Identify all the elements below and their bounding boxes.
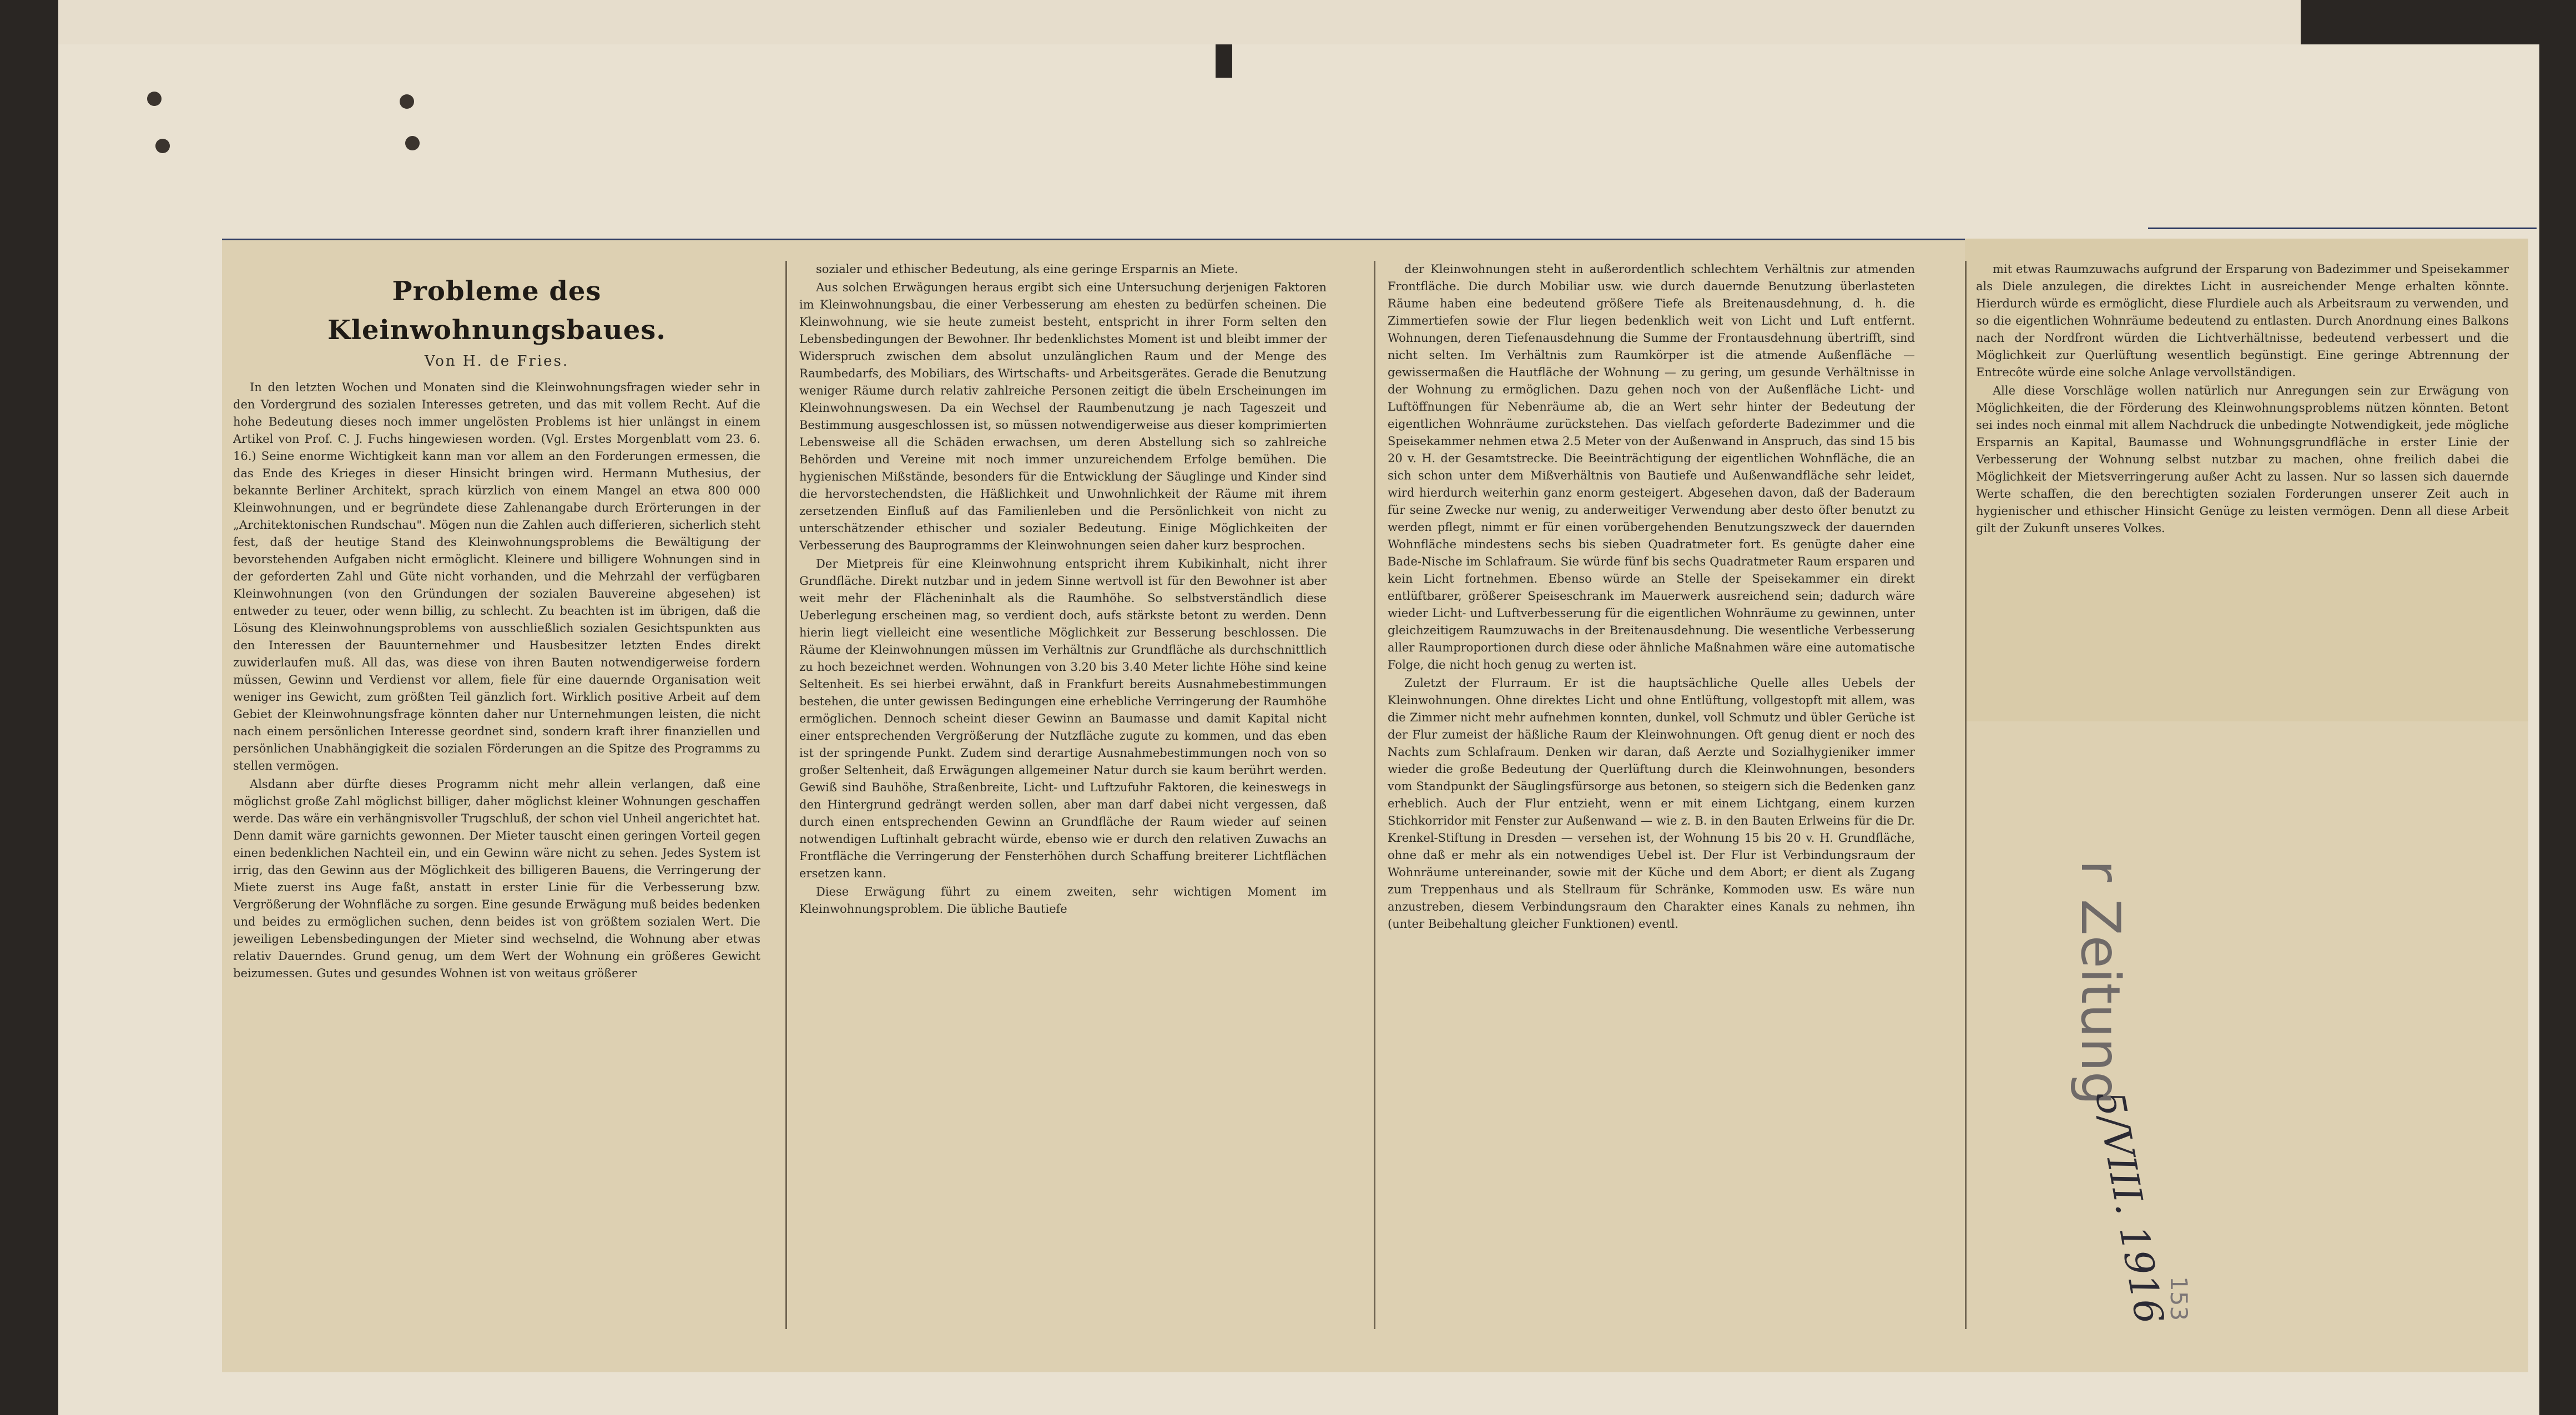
sheet-notch	[1216, 44, 1232, 78]
paragraph: Der Mietpreis für eine Kleinwohnung entspricht ihrem Kubikinhalt, nicht ihrer Grundfläche. Direkt nutzbar und in jedem Sinne wertvoll ist für den Bewohner ist aber weit mehr der Flächeninhalt als die Raumhöhe. So selbstverständlich diese Ueberlegung erscheinen mag, so verdient doch, aufs stärkste betont zu werden. Denn hierin liegt vielleicht eine wesentliche Möglichkeit zur Besserung beschlossen. Die Räume der Kleinwohnungen müssen im Verhältnis zur Grundfläche als durchschnittlich zu hoch bezeichnet werden. Wohnungen von 3.20 bis 3.40 Meter lichte Höhe sind keine Seltenheit. Es sei hierbei erwähnt, daß in Frankfurt bereits Ausnahmebestimmungen bestehen, die unter gewissen Bedingungen eine erhebliche Verringerung der Raumhöhe ermöglichen. Dennoch scheint dieser Gewinn an Baumasse und damit Kapital nicht einer entsprechenden Vergrößerung der Nutzfläche zugute zu kommen, und das eben ist der springende Punkt. Zudem sind derartige Ausnahmebestimmungen noch von so großer Seltenheit, daß Erwägungen allgemeiner Natur durch sie kaum berührt werden. Gewiß sind Bauhöhe, Straßenbreite, Licht- und Luftzufuhr Faktoren, die keineswegs in den Hintergrund gedrängt werden sollen, aber man darf dabei nicht vergessen, daß durch einen entsprechenden Gewinn an Grundfläche der Raum wieder auf seinen notwendigen Luftinhalt gebracht würde, ebenso wie er durch den relativen Zuwachs an Frontfläche die Verringerung der Fensterhöhen durch Schaffung breiterer Lichtflächen ersetzen kann.	[799, 557, 1327, 880]
paragraph: Alsdann aber dürfte dieses Programm nicht mehr allein verlangen, daß eine möglichst große Zahl möglichst billiger, daher möglichst kleiner Wohnungen geschaffen werde. Das wäre ein verhängnisvoller Trugschluß, der schon viel Unheil angerichtet hat. Denn damit wäre garnichts gewonnen. Der Mieter tauscht einen geringen Vorteil gegen einen bedenklichen Nachteil ein, und ein Gewinn wäre nicht zu sehen. Jedes System ist irrig, das den Gewinn aus der Möglichkeit des billigeren Bauens, die Verringerung der Miete zuerst ins Auge faßt, anstatt in erster Linie für die Verbesserung bzw. Vergrößerung der Wohnfläche zu sorgen. Eine gesunde Erwägung muß beides bedenken und beides zu ermöglichen suchen, denn beides ist von größtem sozialen Wert. Die jeweiligen Lebensbedingungen der Mieter sind wechselnd, die Wohnung aber etwas relativ Dauerndes. Grund genug, um dem Wert der Wohnung ein größeres Gewicht beizumessen. Gutes und gesundes Wohnen ist von weitaus größerer	[233, 777, 760, 980]
paragraph: Diese Erwägung führt zu einem zweiten, sehr wichtigen Moment im Kleinwohnungsproblem. Die übliche Bautiefe	[799, 885, 1327, 916]
article-column-1	[233, 261, 760, 1348]
punch-hole	[147, 92, 162, 106]
article-column-2	[799, 261, 1327, 1348]
masthead-fragment: r Zeitung	[2069, 860, 2131, 1105]
column-rule	[785, 261, 787, 1329]
paragraph: Zuletzt der Flurraum. Er ist die hauptsächliche Quelle alles Uebels der Kleinwohnungen. Ohne direktes Licht und ohne Entlüftung, vollgestopft mit allem, was die Zimmer nicht mehr aufnehmen konnten, dunkel, voll Schmutz und übler Gerüche ist der Flur zumeist der häßliche Raum der Kleinwohnungen. Oft genug dient er noch des Nachts zum Schlafraum. Denken wir daran, daß Aerzte und Sozialhygieniker immer wieder die große Bedeutung der Querlüftung durch die Kleinwohnungen, besonders vom Standpunkt der Säuglingsfürsorge aus betonen, so steigern sich die Bedenken ganz erheblich. Auch der Flur entzieht, wenn er mit einem Lichtgang, einem kurzen Stichkorridor mit Fenster zur Außenwand — wie z. B. in den Bauten Erlweins für die Dr. Krenkel-Stiftung in Dresden — versehen ist, der Wohnung 15 bis 20 v. H. Grundfläche, ohne daß er mehr als ein notwendiges Uebel ist. Der Flur ist Verbindungsraum der Wohnräume untereinander, sowie mit der Küche und dem Abort; er dient als Zugang zum Treppenhaus und als Stellraum für Schränke, Kommoden usw. Es wäre nun anzustreben, diesem Verbindungsraum den Charakter eines Kanals zu nehmen, ihn (unter Beibehaltung gleicher Funktionen) eventl.	[1388, 676, 1915, 931]
paragraph: In den letzten Wochen und Monaten sind die Kleinwohnungsfragen wieder sehr in den Vordergrund des sozialen Interesses getreten, und das mit vollem Recht. Auf die hohe Bedeutung dieses noch immer ungelösten Problems ist hier unlängst in einem Artikel von Prof. C. J. Fuchs hingewiesen worden. (Vgl. Erstes Morgenblatt vom 23. 6. 16.) Seine enorme Wichtigkeit kann man vor allem an den Forderungen ermessen, die das Ende des Krieges in dieser Hinsicht bringen wird. Hermann Muthesius, der bekannte Berliner Architekt, sprach kürzlich von einem Mangel an etwa 800 000 Kleinwohnungen, und er begründete diese Zahlenangabe durch Erörterungen in der „Architektonischen Rundschau". Mögen nun die Zahlen auch differieren, sicherlich steht fest, daß der heutige Stand des Kleinwohnungsproblems die Bewältigung der bevorstehenden Aufgaben nicht ermöglicht. Kleinere und billigere Wohnungen sind in der geforderten Zahl und Güte nicht vorhanden, und die Mehrzahl der verfügbaren Kleinwohnungen (von den Gründungen der sozialen Bauvereine abgesehen) ist entweder zu teuer, oder wenn billig, zu schlecht. Zu beachten ist im übrigen, daß die Lösung des Kleinwohnungsproblems von ausschließlich sozialen Gesichtspunkten aus den Interessen der Bauunternehmer und Hausbesitzer letzten Endes direkt zuwiderlaufen muß. All das, was diese von ihren Bauten notwendigerweise fordern müssen, Gewinn und Verdienst vor allem, fiele für eine dauernde Organisation weit weniger ins Gewicht, zum größten Teil gänzlich fort. Wirklich positive Arbeit auf dem Gebiet der Kleinwohnungsfrage könnten daher nur Unternehmungen leisten, die nicht nach einem persönlichen Interesse geordnet sind, sondern kraft ihrer finanziellen und persönlichen Unabhängigkeit die sozialen Förderungen an die Spitze des Programms zu stellen vermögen.	[233, 381, 760, 772]
article-column-4	[1976, 261, 2509, 705]
archive-page-number: 153	[2165, 1276, 2192, 1321]
article-byline: Von H. de Fries.	[424, 353, 569, 370]
punch-hole	[155, 139, 170, 153]
column-rule	[1374, 261, 1375, 1329]
article-column-3	[1388, 261, 1915, 1348]
paragraph: der Kleinwohnungen steht in außerordentlich schlechtem Verhältnis zur atmenden Frontfläche. Die durch Mobiliar usw. wie durch dauernde Benutzung überlasteten Räume haben eine bedeutend größere Tiefe als Breitenausdehnung, d. h. die Zimmertiefen sowie der Flur liegen bedenklich weit von Licht und Luft entfernt. Wohnungen, deren Tiefenausdehnung die Summe der Frontausdehnung übertrifft, sind nicht selten. Im Verhältnis zum Raumkörper ist die atmende Außenfläche — gewissermaßen die Hautfläche der Wohnung — zu gering, um gesunde Verhältnisse in der Wohnung zu ermöglichen. Dazu gehen noch von der Außenfläche Licht- und Luftöffnungen für Nebenräume ab, die an Wert sehr hinter der Bedeutung der eigentlichen Wohnräume zurückstehen. Das vielfach geforderte Badezimmer und die Speisekammer nehmen etwa 2.5 Meter von der Außenwand in Anspruch, das sind 15 bis 20 v. H. der Gesamtstrecke. Die Beeinträchtigung der eigentlichen Wohnfläche, die an sich schon unter dem Mißverhältnis von Bautiefe und Außenwandfläche sehr leidet, wird hierdurch weiterhin ganz enorm gesteigert. Abgesehen davon, daß der Baderaum für seine Zwecke nur wenig, zu anderweitiger Verwendung aber desto öfter benutzt zu werden pflegt, nimmt er für einen vorübergehenden Benutzungszweck der dauernden Wohnfläche mindestens sechs bis sieben Quadratmeter fort. Es genügte daher eine Bade-Nische im Schlafraum. Sie würde fünf bis sechs Quadratmeter Raum ersparen und kein Licht fortnehmen. Ebenso würde an Stelle der Speisekammer ein direkt entlüftbarer, größerer Speiseschrank im Mauerwerk ausreichend sein; dadurch wäre wieder Licht- und Luftverbesserung für die eigentlichen Wohnräume zu gewinnen, unter gleichzeitigem Raumzuwachs in der Breitenausdehnung. Die wesentliche Verbesserung aller Raumproportionen durch diese oder ähnliche Maßnahmen wäre eine automatische Folge, die nicht hoch genug zu werten ist.	[1388, 262, 1915, 671]
paragraph: mit etwas Raumzuwachs aufgrund der Ersparung von Badezimmer und Speisekammer als Diele anzulegen, die direktes Licht in ausreichender Menge erhalten könnte. Hierdurch würde es ermöglicht, diese Flurdiele auch als Arbeitsraum zu verwenden, und so die eigentlichen Wohnräume bedeutend zu entlasten. Durch Anordnung eines Balkons nach der Nordfront würden die Lichtverhältnisse, bedeutend verbessert und die Möglichkeit zur Querlüftung wesentlich begünstigt. Eine geringe Abtrennung der Entrecôte würde eine solche Anlage vervollständigen.	[1976, 262, 2509, 379]
article-headline: Probleme des Kleinwohnungsbaues.	[327, 276, 666, 346]
punch-hole	[405, 136, 420, 150]
column-rule	[1965, 261, 1967, 1329]
paragraph: sozialer und ethischer Bedeutung, als eine geringe Ersparnis an Miete.	[816, 262, 1238, 276]
punch-hole	[400, 94, 414, 109]
paragraph: Alle diese Vorschläge wollen natürlich nur Anregungen sein zur Erwägung von Möglichkeiten, die der Förderung des Kleinwohnungsproblems nützen könnten. Betont sei indes noch einmal mit allem Nachdruck die unbedingte Notwendigkeit, jede mögliche Ersparnis an Kapital, Baumasse und Wohnungsgrundfläche in erster Linie der Verbesserung der Wohnung selbst nutzbar zu machen, ohne freilich dabei die Möglichkeit der Mietsverringerung außer Acht zu lassen. Nur so lassen sich dauernde Werte schaffen, die den berechtigten sozialen Forderungen unserer Zeit auch in hygienischer und ethischer Hinsicht Genüge zu leisten vermögen. Denn all diese Arbeit gilt der Zukunft unseres Volkes.	[1976, 384, 2509, 535]
clipping-edge-line	[2148, 228, 2537, 229]
paragraph: Aus solchen Erwägungen heraus ergibt sich eine Untersuchung derjenigen Faktoren im Kleinwohnungsbau, die einer Verbesserung am ehesten zu bedürfen scheinen. Die Kleinwohnung, wie sie heute zumeist besteht, entspricht in ihrer Form selten den Lebensbedingungen der Bewohner. Ihr bedenklichstes Moment ist und bleibt immer der Widerspruch zwischen dem absolut unzulänglichen Raum und der Menge des Raumbedarfs, des Mobiliars, des Wirtschafts- und Arbeitsgerätes. Gerade die Benutzung weniger Räume durch relativ zahlreiche Personen zeitigt die übeln Erscheinungen im Kleinwohnungswesen. Da ein Wechsel der Raumbenutzung je nach Tageszeit und Bestimmung ausgeschlossen ist, so müssen notwendigerweise aus dieser komprimierten Lebensweise all die Schäden erwachsen, um deren Abstellung sich so zahlreiche Behörden und Vereine mit noch immer unzureichendem Erfolge bemühen. Die hygienischen Mißstände, besonders für die Entwicklung der Säuglinge und Kinder sind die hervorstechendsten, die Häßlichkeit und Unwohnlichkeit der Räume mit ihrem zersetzenden Einfluß auf das Familienleben und die Persönlichkeit von nicht zu unterschätzender ethischer und sozialer Bedeutung. Einige Möglichkeiten der Verbesserung des Bauprogramms der Kleinwohnungen seien daher kurz besprochen.	[799, 281, 1327, 552]
handwritten-date: 5/VIII. 1916	[2086, 1088, 2172, 1328]
